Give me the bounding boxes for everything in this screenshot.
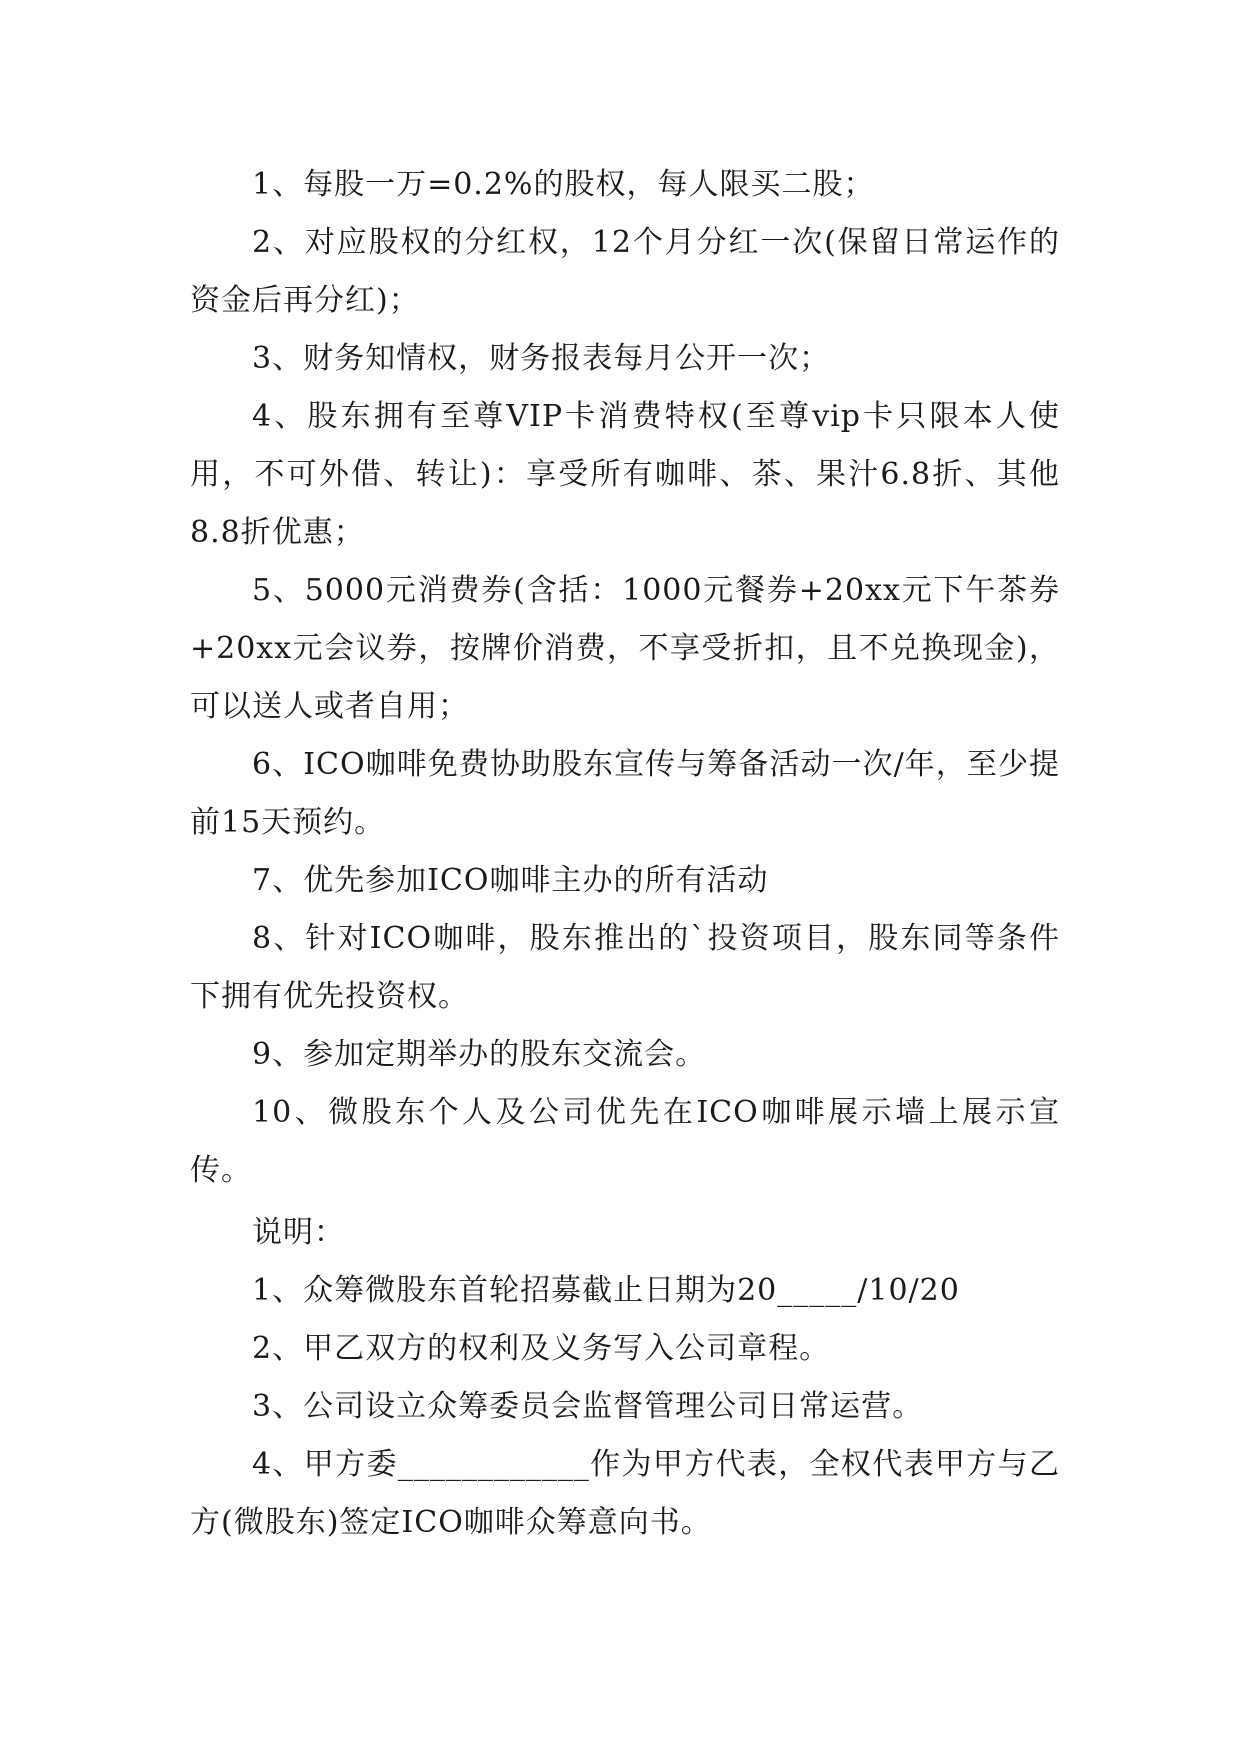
note-item-4: 4、甲方委____________作为甲方代表，全权代表甲方与乙方(微股东)签定ICO咖啡众筹意向书。 [190, 1447, 1060, 1540]
document-body [190, 156, 1060, 1552]
notes-heading: 说明： [252, 1215, 345, 1250]
benefit-item-2: 2、对应股权的分红权，12个月分红一次(保留日常运作的资金后再分红)； [190, 225, 1060, 318]
benefit-item-10: 10、微股东个人及公司优先在ICO咖啡展示墙上展示宣传。 [190, 1095, 1060, 1188]
benefit-item-5: 5、5000元消费券(含括：1000元餐券+20xx元下午茶券+20xx元会议券，按牌价消费，不享受折扣，且不兑换现金)，可以送人或者自用； [190, 573, 1060, 724]
note-item-2: 2、甲乙双方的权利及义务写入公司章程。 [252, 1331, 831, 1366]
benefit-item-1: 1、每股一万=0.2%的股权，每人限买二股； [252, 167, 875, 202]
note-item-1: 1、众筹微股东首轮招募截止日期为20_____/10/20 [252, 1273, 960, 1308]
note-item-3: 3、公司设立众筹委员会监督管理公司日常运营。 [252, 1389, 924, 1424]
benefit-item-3: 3、财务知情权，财务报表每月公开一次； [252, 341, 831, 376]
benefit-item-9: 9、参加定期举办的股东交流会。 [252, 1037, 707, 1072]
benefit-item-6: 6、ICO咖啡免费协助股东宣传与筹备活动一次/年，至少提前15天预约。 [190, 747, 1060, 840]
benefit-item-7: 7、优先参加ICO咖啡主办的所有活动 [252, 863, 769, 898]
benefit-item-4: 4、股东拥有至尊VIP卡消费特权(至尊vip卡只限本人使用，不可外借、转让)：享受所有咖啡、茶、果汁6.8折、其他8.8折优惠； [190, 399, 1060, 550]
benefit-item-8: 8、针对ICO咖啡，股东推出的`投资项目，股东同等条件下拥有优先投资权。 [190, 921, 1060, 1014]
